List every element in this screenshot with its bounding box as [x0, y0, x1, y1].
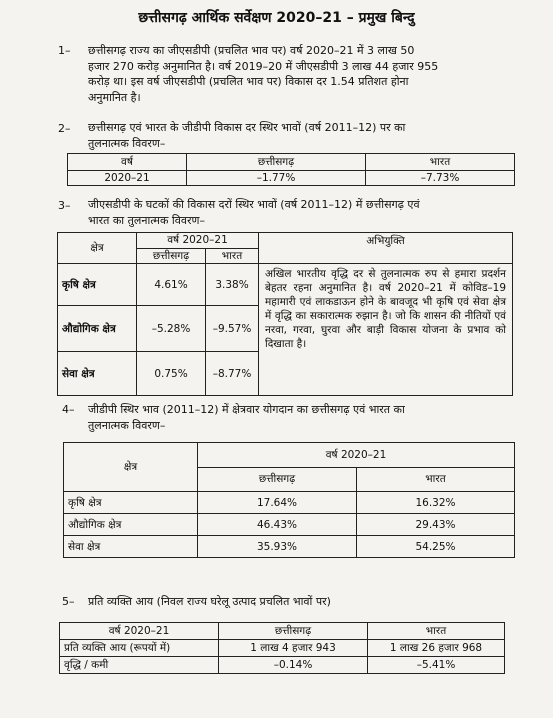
section-1-number: 1– — [58, 44, 71, 57]
table-cell: 35.93% — [198, 536, 357, 558]
section-3-line-1: जीएसडीपी के घटकों की विकास दरों स्थिर भावों (वर्ष 2011–12) में छत्तीसगढ़ एवं — [88, 198, 420, 211]
table-header: वर्ष 2020–21 — [137, 233, 259, 249]
table-row — [60, 657, 505, 674]
page-title: छत्तीसगढ़ आर्थिक सर्वेक्षण 2020–21 – प्रमुख बिन्दु — [138, 10, 415, 26]
table-header: वर्ष 2020–21 — [198, 443, 515, 468]
table-header: वर्ष — [68, 154, 187, 171]
table-header: भारत — [368, 623, 505, 640]
table-cell: कृषि क्षेत्र — [64, 492, 198, 514]
table-cell: 16.32% — [357, 492, 515, 514]
table-cell: –1.77% — [187, 171, 366, 186]
table-cell: 2020–21 — [68, 171, 187, 186]
table-header: छत्तीसगढ़ — [219, 623, 368, 640]
table-header: भारत — [366, 154, 515, 171]
table-row — [64, 536, 515, 558]
section-1-text — [88, 43, 528, 105]
section-5-line-1: प्रति व्यक्ति आय (निवल राज्य घरेलू उत्पाद प्रचलित भावों पर) — [88, 595, 331, 608]
table-header: क्षेत्र — [64, 443, 198, 492]
table-row — [58, 264, 513, 306]
table-cell: सेवा क्षेत्र — [58, 352, 137, 396]
table-cell: प्रति व्यक्ति आय (रूपयों में) — [60, 640, 219, 657]
table-cell: 4.61% — [137, 264, 206, 306]
sector-contribution-table — [63, 442, 515, 558]
section-3-number: 3– — [58, 199, 71, 212]
table-cell: 1 लाख 26 हजार 968 — [368, 640, 505, 657]
table-cell: सेवा क्षेत्र — [64, 536, 198, 558]
section-4-line-2: तुलनात्मक विवरण– — [88, 418, 166, 432]
section-1-line-2: हजार 270 करोड़ अनुमानित है। वर्ष 2019–20 में जीएसडीपी 3 लाख 44 हजार 955 — [88, 59, 439, 73]
section-4-text — [88, 402, 528, 433]
table-cell: 29.43% — [357, 514, 515, 536]
remark-header: अभियुक्ति — [259, 233, 513, 264]
table-header: क्षेत्र — [58, 233, 137, 264]
table-cell: –7.73% — [366, 171, 515, 186]
table-cell: –5.28% — [137, 306, 206, 352]
table-row — [64, 514, 515, 536]
table-cell: औद्योगिक क्षेत्र — [64, 514, 198, 536]
sector-growth-table — [57, 232, 513, 396]
table-header: छत्तीसगढ़ — [198, 467, 357, 492]
table-header: छत्तीसगढ़ — [187, 154, 366, 171]
section-2-text — [88, 120, 528, 151]
table-cell: 1 लाख 4 हजार 943 — [219, 640, 368, 657]
table-cell: –8.77% — [206, 352, 259, 396]
table-row — [60, 640, 505, 657]
section-2-line-2: तुलनात्मक विवरण– — [88, 136, 166, 150]
table-header: छत्तीसगढ़ — [137, 248, 206, 264]
table-header: भारत — [206, 248, 259, 264]
table-cell: –9.57% — [206, 306, 259, 352]
table-cell: 54.25% — [357, 536, 515, 558]
table-cell: कृषि क्षेत्र — [58, 264, 137, 306]
table-cell: 3.38% — [206, 264, 259, 306]
section-1-line-3: करोड़ था। इस वर्ष जीएसडीपी (प्रचलित भाव पर) विकास दर 1.54 प्रतिशत होना — [88, 75, 409, 88]
remark-text: अखिल भारतीय वृद्धि दर से तुलनात्मक रुप से हमारा प्रदर्शन बेहतर रहना अनुमानित है। वर्ष 2020–21 में कोविड–19 महामारी एवं लाकडाऊन होने के बावजूद भी कृषि एवं सेवा क्षेत्र में वृद्धि का सकारात्मक रुझान है। जो कि शासन की नीतियों एवं नरवा, गरवा, घुरवा और बाड़ी विकास योजना के प्रभाव को दिखाता है। — [259, 264, 513, 396]
gdp-growth-table — [67, 153, 515, 186]
table-cell: –0.14% — [219, 657, 368, 674]
per-capita-income-table — [59, 622, 505, 674]
table-header: भारत — [357, 467, 515, 492]
section-1-line-4: अनुमानित है। — [88, 90, 141, 104]
table-cell: –5.41% — [368, 657, 505, 674]
section-3-text — [88, 197, 528, 228]
section-4-line-1: जीडीपी स्थिर भाव (2011–12) में क्षेत्रवार योगदान का छत्तीसगढ़ एवं भारत का — [88, 403, 405, 416]
table-cell: 46.43% — [198, 514, 357, 536]
table-row — [64, 492, 515, 514]
section-1-line-1: छत्तीसगढ़ राज्य का जीएसडीपी (प्रचलित भाव पर) वर्ष 2020–21 में 3 लाख 50 — [88, 44, 415, 57]
table-cell: 0.75% — [137, 352, 206, 396]
table-header: वर्ष 2020–21 — [60, 623, 219, 640]
table-cell: वृद्धि / कमी — [60, 657, 219, 674]
section-2-line-1: छत्तीसगढ़ एवं भारत के जीडीपी विकास दर स्थिर भावों (वर्ष 2011–12) पर का — [88, 121, 406, 134]
table-cell: औद्योगिक क्षेत्र — [58, 306, 137, 352]
section-5-number: 5– — [62, 595, 75, 608]
section-4-number: 4– — [62, 403, 75, 416]
section-2-number: 2– — [58, 122, 71, 135]
section-3-line-2: भारत का तुलनात्मक विवरण– — [88, 213, 205, 227]
table-cell: 17.64% — [198, 492, 357, 514]
